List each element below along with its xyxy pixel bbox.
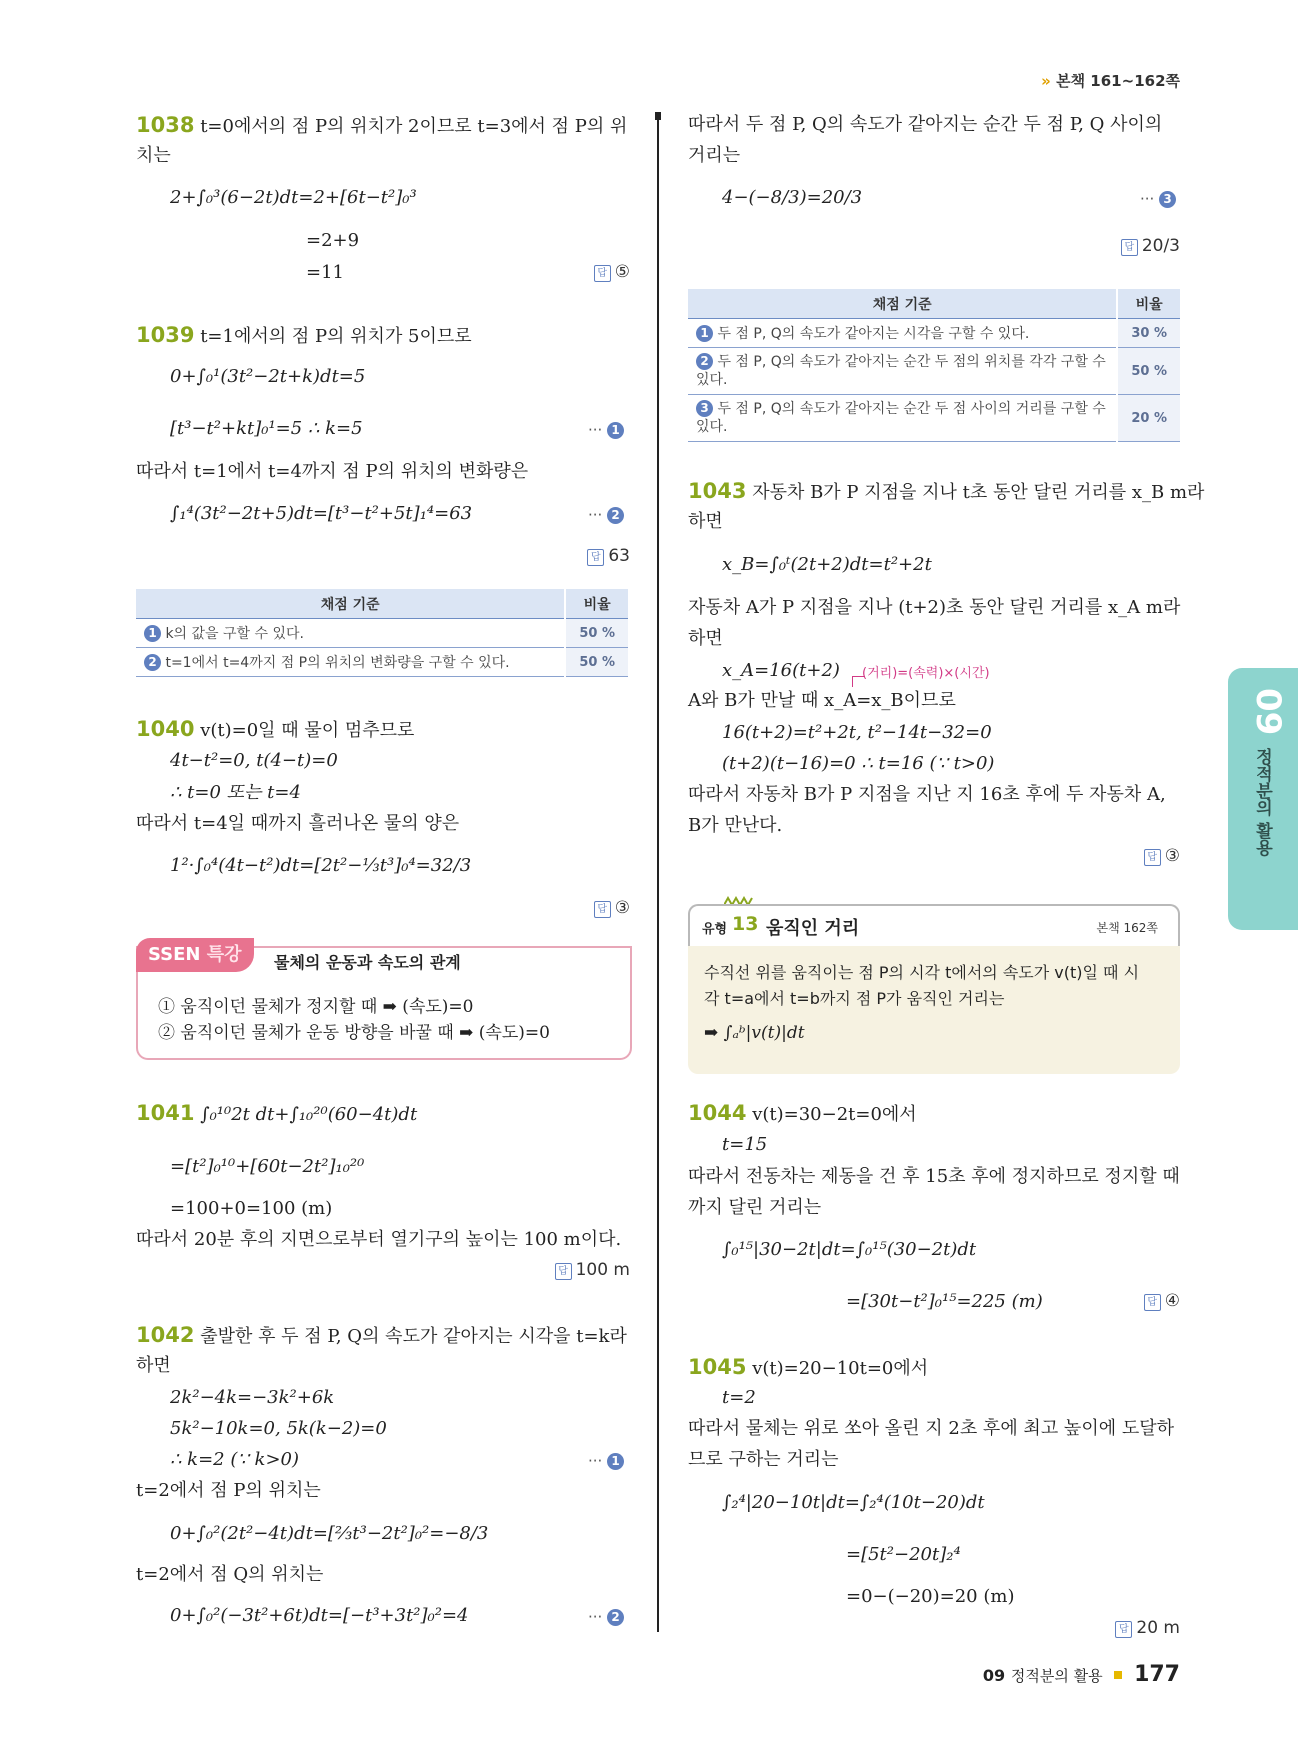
- type-box: [688, 904, 1180, 1074]
- problem-text: t=1에서의 점 P의 위치가 5이므로: [200, 326, 472, 347]
- equation: =2+9: [306, 230, 360, 251]
- step-number: 3: [1159, 191, 1176, 208]
- table-header: 비율: [565, 589, 628, 619]
- side-tab-number: 09: [1248, 688, 1288, 736]
- header-ref-text: 본책 161~162쪽: [1056, 72, 1180, 90]
- type-title: 움직인 거리: [766, 918, 860, 939]
- problem-number: 1042: [136, 1323, 195, 1347]
- equation: ∴ k=2 (∵ k>0): [170, 1449, 299, 1470]
- ssen-badge-text: SSEN: [148, 944, 201, 965]
- problem-1043-intro: [688, 478, 1204, 506]
- answer-value: 20 m: [1136, 1618, 1180, 1638]
- ssen-item: ② 움직이던 물체가 운동 방향을 바꿀 때 ➡ (속도)=0: [158, 1023, 550, 1043]
- problem-number: 1041: [136, 1101, 195, 1125]
- equation: 5k²−10k=0, 5k(k−2)=0: [170, 1418, 387, 1439]
- row-number: 2: [144, 654, 161, 671]
- equation: =100+0=100 (m): [170, 1198, 333, 1219]
- equation: =11: [306, 262, 344, 283]
- problem-text: 따라서 전동차는 제동을 건 후 15초 후에 정지하므로 정지할 때: [688, 1166, 1180, 1187]
- ssen-badge-sub: 특강: [206, 944, 242, 965]
- table-row: [136, 648, 628, 677]
- answer-icon: 답: [594, 901, 611, 918]
- type-body-text: 각 t=a에서 t=b까지 점 P가 움직인 거리는: [704, 989, 1005, 1008]
- type-label: 유형: [702, 922, 728, 937]
- footer-square-icon: [1114, 1671, 1122, 1679]
- equation: [t³−t²+kt]₀¹=5 ∴ k=5: [170, 418, 363, 439]
- problem-text: A와 B가 만날 때 x_A=x_B이므로: [688, 690, 956, 711]
- equation: =[t²]₀¹⁰+[60t−2t²]₁₀²⁰: [170, 1156, 365, 1177]
- equation: 0+∫₀²(2t²−4t)dt=[⅔t³−2t²]₀²=−8/3: [170, 1523, 489, 1544]
- problem-number: 1040: [136, 717, 195, 741]
- step-number: 1: [607, 422, 624, 439]
- row-ratio: 50 %: [565, 619, 628, 648]
- answer-value: ⑤: [614, 262, 630, 282]
- problem-number: 1044: [688, 1101, 747, 1125]
- answer: [594, 262, 630, 282]
- problem-text: 하면: [688, 628, 723, 649]
- problem-1040-intro: [136, 716, 414, 744]
- problem-text: 따라서 자동차 B가 P 지점을 지난 지 16초 후에 두 자동차 A,: [688, 784, 1166, 805]
- problem-text: v(t)=20−10t=0에서: [752, 1358, 929, 1379]
- step-number: 2: [607, 1609, 624, 1626]
- page-footer: [983, 1662, 1180, 1687]
- row-text: k의 값을 구할 수 있다.: [165, 626, 305, 642]
- table-row: [688, 319, 1180, 348]
- type-number: 13: [732, 913, 759, 935]
- row-text: 두 점 P, Q의 속도가 같아지는 순간 두 점 사이의 거리를 구할 수 있다.: [696, 401, 1106, 435]
- problem-number: 1043: [688, 479, 747, 503]
- page-header-ref: [1041, 70, 1180, 91]
- ssen-badge: [136, 938, 254, 972]
- row-number: 1: [696, 325, 713, 342]
- answer: [1144, 846, 1180, 866]
- problem-text: 므로 구하는 거리는: [688, 1449, 839, 1470]
- type-body-text: 수직선 위를 움직이는 점 P의 시각 t에서의 속도가 v(t)일 때 시: [704, 963, 1140, 982]
- problem-number: 1039: [136, 323, 195, 347]
- table-header: 비율: [1117, 289, 1180, 319]
- step-marker: ··· 3: [1140, 190, 1176, 208]
- problem-text: t=2에서 점 Q의 위치는: [136, 1564, 324, 1585]
- problem-text: 하면: [688, 511, 723, 532]
- problem-text: 따라서 t=1에서 t=4까지 점 P의 위치의 변화량은: [136, 461, 529, 482]
- equation: ∫₁⁴(3t²−2t+5)dt=[t³−t²+5t]₁⁴=63: [170, 503, 473, 524]
- row-ratio: 30 %: [1117, 319, 1180, 348]
- problem-text: t=2에서 점 P의 위치는: [136, 1480, 321, 1501]
- problem-text: 따라서 물체는 위로 쏘아 올린 지 2초 후에 최고 높이에 도달하: [688, 1418, 1174, 1439]
- equation: =[30t−t²]₀¹⁵=225 (m): [846, 1291, 1043, 1312]
- row-ratio: 50 %: [1117, 348, 1180, 395]
- grading-table: [136, 589, 628, 677]
- answer-value: ③: [614, 898, 630, 918]
- equation: 0+∫₀²(−3t²+6t)dt=[−t³+3t²]₀²=4: [170, 1605, 469, 1626]
- chapter-side-tab: [1228, 668, 1298, 930]
- problem-text: 따라서 두 점 P, Q의 속도가 같아지는 순간 두 점 P, Q 사이의: [688, 114, 1163, 135]
- answer-icon: 답: [1144, 849, 1161, 866]
- answer: [587, 546, 630, 566]
- type-ref: 본책 162쪽: [1096, 921, 1158, 935]
- step-number: 1: [607, 1453, 624, 1470]
- equation: ∫₀¹⁵|30−2t|dt=∫₀¹⁵(30−2t)dt: [722, 1239, 977, 1260]
- equation: t=2: [722, 1387, 756, 1408]
- type-header: [688, 904, 1180, 948]
- problem-1045-intro: [688, 1354, 928, 1382]
- problem-text: 출발한 후 두 점 P, Q의 속도가 같아지는 시각을 t=k라: [200, 1326, 627, 1347]
- problem-1044-intro: [688, 1100, 917, 1128]
- equation: 4−(−8/3)=20/3: [722, 187, 863, 208]
- step-marker: ··· 2: [588, 1608, 624, 1626]
- step-number: 2: [607, 507, 624, 524]
- problem-1039-intro: [136, 322, 472, 350]
- problem-text: 따라서 20분 후의 지면으로부터 열기구의 높이는 100 m이다.: [136, 1229, 622, 1250]
- equation: (t+2)(t−16)=0 ∴ t=16 (∵ t>0): [722, 753, 995, 774]
- equation: ∫₂⁴|20−10t|dt=∫₂⁴(10t−20)dt: [722, 1492, 985, 1513]
- ssen-title: 물체의 운동과 속도의 관계: [274, 953, 461, 972]
- step-marker: ··· 2: [588, 506, 624, 524]
- step-marker: ··· 1: [588, 1452, 624, 1470]
- problem-text: 거리는: [688, 145, 741, 166]
- answer: [1121, 236, 1180, 256]
- type-body: [688, 946, 1180, 1074]
- answer-icon: 답: [1144, 1294, 1161, 1311]
- answer: [555, 1260, 630, 1280]
- answer-value: 63: [608, 546, 630, 566]
- equation: 2+∫₀³(6−2t)dt=2+[6t−t²]₀³: [170, 187, 417, 208]
- row-number: 3: [696, 400, 713, 417]
- row-number: 1: [144, 625, 161, 642]
- answer: [594, 898, 630, 918]
- table-row: [136, 619, 628, 648]
- answer-icon: 답: [1121, 239, 1138, 256]
- equation: ∴ t=0 또는 t=4: [170, 782, 301, 803]
- equation: =[5t²−20t]₂⁴: [846, 1544, 961, 1565]
- table-header: 채점 기준: [688, 289, 1117, 319]
- row-text: 두 점 P, Q의 속도가 같아지는 시각을 구할 수 있다.: [717, 326, 1030, 342]
- table-row: [688, 348, 1180, 395]
- problem-text: 치는: [136, 145, 171, 166]
- equation: 2k²−4k=−3k²+6k: [170, 1387, 335, 1408]
- answer-icon: 답: [587, 549, 604, 566]
- answer-value: ④: [1164, 1291, 1180, 1311]
- answer: [1115, 1618, 1180, 1638]
- equation: =0−(−20)=20 (m): [846, 1586, 1015, 1607]
- problem-number: 1038: [136, 113, 195, 137]
- margin-note: (거리)=(속력)×(시간): [862, 666, 990, 681]
- row-ratio: 20 %: [1117, 395, 1180, 442]
- answer-icon: 답: [555, 1263, 572, 1280]
- answer-value: 100 m: [575, 1260, 630, 1280]
- problem-text: t=0에서의 점 P의 위치가 2이므로 t=3에서 점 P의 위: [200, 116, 628, 137]
- table-header: 채점 기준: [136, 589, 565, 619]
- equation: 16(t+2)=t²+2t, t²−14t−32=0: [722, 722, 992, 743]
- problem-1041-intro: [136, 1100, 417, 1128]
- problem-text: 자동차 B가 P 지점을 지나 t초 동안 달린 거리를 x_B m라: [752, 482, 1205, 503]
- equation: x_B=∫₀ᵗ(2t+2)dt=t²+2t: [722, 554, 932, 575]
- row-text: 두 점 P, Q의 속도가 같아지는 순간 두 점의 위치를 각각 구할 수 있다.: [696, 354, 1106, 388]
- problem-text: 하면: [136, 1355, 171, 1376]
- grading-table: [688, 289, 1180, 442]
- answer-value: 20/3: [1141, 236, 1180, 256]
- footer-chapter-number: 09: [982, 1666, 1006, 1685]
- double-chevron-icon: »: [1041, 72, 1051, 90]
- equation: x_A=16(t+2): [722, 660, 840, 681]
- answer-value: ③: [1164, 846, 1180, 866]
- problem-text: 따라서 t=4일 때까지 흘러나온 물의 양은: [136, 813, 460, 834]
- equation: 1²·∫₀⁴(4t−t²)dt=[2t²−⅓t³]₀⁴=32/3: [170, 855, 472, 876]
- problem-text: 자동차 A가 P 지점을 지나 (t+2)초 동안 달린 거리를 x_A m라: [688, 597, 1181, 618]
- equation: 4t−t²=0, t(4−t)=0: [170, 750, 338, 771]
- footer-chapter-title: 정적분의 활용: [1010, 1667, 1103, 1685]
- page-number: 177: [1134, 1662, 1180, 1687]
- problem-1038-intro: [136, 112, 627, 140]
- problem-text: B가 만난다.: [688, 815, 783, 836]
- equation: t=15: [722, 1134, 768, 1155]
- row-ratio: 50 %: [565, 648, 628, 677]
- ssen-item: ① 움직이던 물체가 정지할 때 ➡ (속도)=0: [158, 997, 474, 1017]
- problem-number: 1045: [688, 1355, 747, 1379]
- equation: 0+∫₀¹(3t²−2t+k)dt=5: [170, 366, 366, 387]
- column-divider: [657, 112, 659, 1632]
- problem-text: v(t)=0일 때 물이 멈추므로: [200, 720, 415, 741]
- equation: ∫₀¹⁰2t dt+∫₁₀²⁰(60−4t)dt: [200, 1104, 418, 1125]
- problem-text: 까지 달린 거리는: [688, 1197, 822, 1218]
- type-body-formula: ➡ ∫ₐᵇ|v(t)|dt: [704, 1023, 805, 1043]
- table-row: [688, 395, 1180, 442]
- answer-icon: 답: [594, 265, 611, 282]
- side-tab-title: 정적분의 활용: [1252, 748, 1272, 856]
- step-marker: ··· 1: [588, 421, 624, 439]
- answer: [1144, 1291, 1180, 1311]
- ssen-box: [136, 946, 632, 1060]
- answer-icon: 답: [1115, 1621, 1132, 1638]
- problem-text: v(t)=30−2t=0에서: [752, 1104, 917, 1125]
- problem-1042-intro: [136, 1322, 627, 1350]
- row-text: t=1에서 t=4까지 점 P의 위치의 변화량을 구할 수 있다.: [165, 655, 510, 671]
- row-number: 2: [696, 353, 713, 370]
